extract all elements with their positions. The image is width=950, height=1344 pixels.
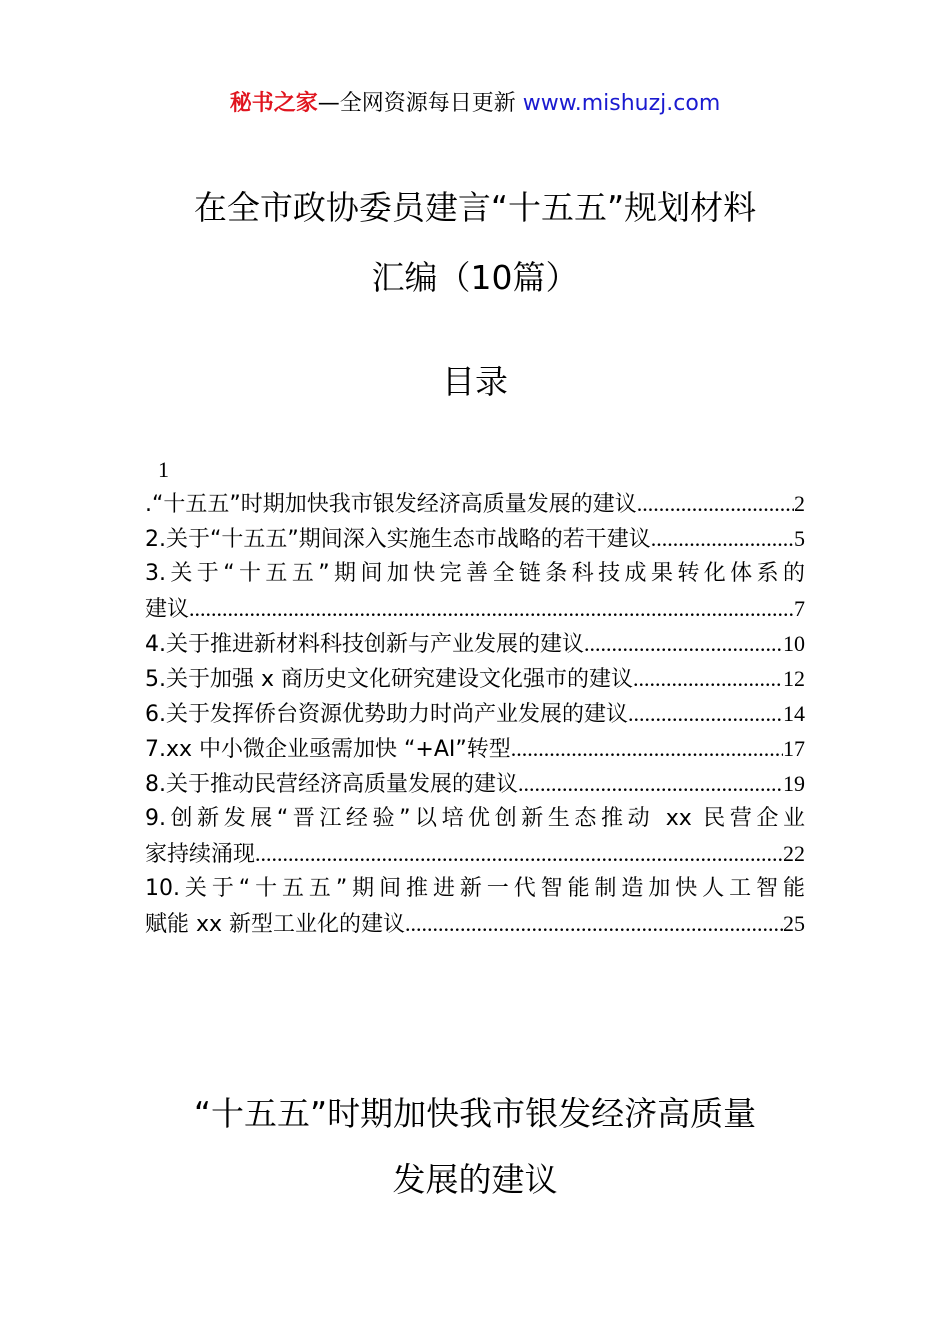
table-of-contents	[145, 486, 805, 941]
toc-entry-text: 家持续涌现	[145, 842, 256, 867]
toc-entry-text: 8.关于推动民营经济高质量发展的建议	[145, 772, 518, 797]
toc-entry-text: 建议	[145, 597, 190, 622]
section-title-line1: “十五五”时期加快我市银发经济高质量	[193, 1094, 757, 1133]
toc-page-number: 10	[783, 631, 805, 656]
toc-entry-5[interactable]	[145, 661, 805, 696]
toc-leader-dots	[518, 766, 783, 801]
document-title-line1: 在全市政协委员建言“十五五”规划材料	[193, 188, 757, 227]
toc-page-number: 12	[783, 666, 805, 691]
toc-entry-8[interactable]	[145, 766, 805, 801]
toc-entry-text: 2.关于“十五五”期间深入实施生态市战略的若干建议	[145, 527, 651, 552]
toc-page-number: 14	[783, 701, 805, 726]
toc-entry-3-line1[interactable]: 3.关于“十五五”期间加快完善全链条科技成果转化体系的	[145, 561, 805, 586]
toc-entry-1[interactable]	[145, 486, 805, 521]
toc-heading: 目录	[442, 362, 508, 401]
toc-entry-9[interactable]	[145, 836, 805, 871]
toc-page-number: 25	[783, 911, 805, 936]
toc-leader-dots	[189, 591, 794, 626]
toc-page-number: 5	[794, 526, 805, 551]
toc-entry-10-line1[interactable]: 10.关于“十五五”期间推进新一代智能制造加快人工智能	[145, 876, 805, 901]
toc-page-number: 2	[794, 491, 805, 516]
toc-entry-3[interactable]	[145, 591, 805, 626]
toc-leader-dots	[633, 661, 783, 696]
toc-entry-text: 5.关于加强 x 商历史文化研究建设文化强市的建议	[145, 667, 633, 692]
toc-entry-4[interactable]	[145, 626, 805, 661]
site-header	[0, 88, 950, 120]
site-url-link[interactable]: www.mishuzj.com	[522, 91, 721, 116]
toc-entry-10[interactable]	[145, 906, 805, 941]
toc-page-number: 22	[783, 841, 805, 866]
toc-leader-dots	[651, 521, 794, 556]
toc-leader-dots	[405, 906, 783, 941]
toc-page-number: 19	[783, 771, 805, 796]
toc-page-number: 17	[783, 736, 805, 761]
toc-leader-dots	[255, 836, 783, 871]
toc-entry-text: 7.xx 中小微企业亟需加快 “+AI”转型	[145, 737, 511, 762]
toc-entry-text: 4.关于推进新材料科技创新与产业发展的建议	[145, 632, 584, 657]
toc-leader-dots	[511, 731, 783, 766]
toc-entry-2[interactable]	[145, 521, 805, 556]
toc-entry-text: .“十五五”时期加快我市银发经济高质量发展的建议	[145, 492, 637, 517]
toc-leader-dots	[584, 626, 783, 661]
toc-entry-text: 6.关于发挥侨台资源优势助力时尚产业发展的建议	[145, 702, 628, 727]
document-title-line2: 汇编（10篇）	[371, 258, 579, 297]
brand-name: 秘书之家	[229, 91, 318, 116]
toc-entry-7[interactable]	[145, 731, 805, 766]
toc-page-number: 7	[794, 596, 805, 621]
toc-leader-dots	[628, 696, 783, 731]
toc-entry-text: 赋能 xx 新型工业化的建议	[145, 912, 406, 937]
toc-leader-dots	[637, 486, 794, 521]
toc-entry-1-number: 1	[158, 457, 169, 482]
toc-entry-9-line1[interactable]: 9.创新发展“晋江经验”以培优创新生态推动 xx 民营企业	[145, 806, 805, 831]
header-tagline: —全网资源每日更新	[317, 91, 523, 116]
toc-entry-6[interactable]	[145, 696, 805, 731]
section-title-line2: 发展的建议	[392, 1160, 558, 1199]
